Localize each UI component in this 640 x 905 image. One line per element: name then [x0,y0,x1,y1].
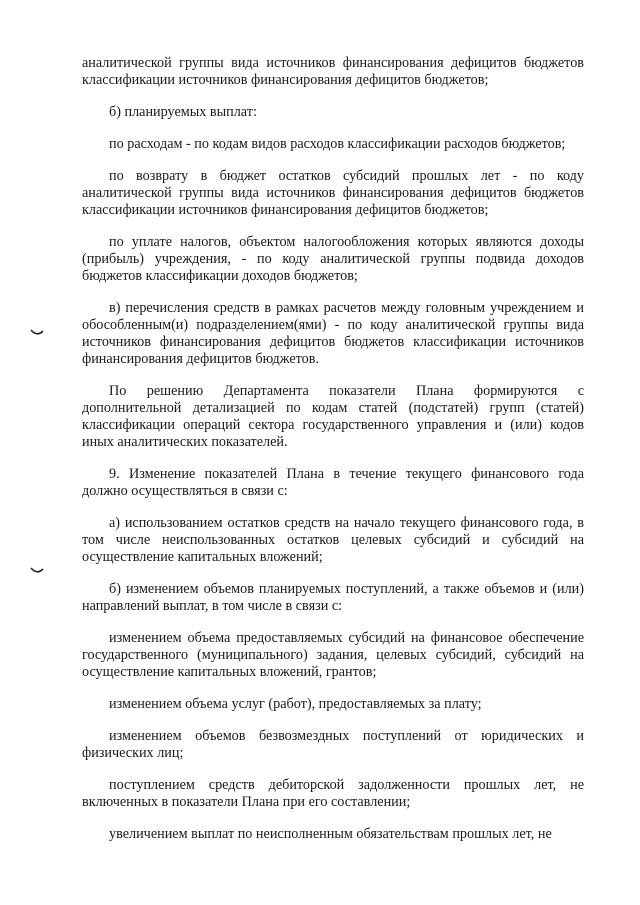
paragraph-subsidy-return: по возврату в бюджет остатков субсидий прошлых лет - по коду аналитической группы вида источников финансирования дефицитов бюджетов классификации источников финансирования дефицитов бюджетов; [82,168,584,218]
paragraph-donations-change: изменением объемов безвозмездных поступлений от юридических и физических лиц; [82,728,584,761]
paragraph-item-b: б) изменением объемов планируемых поступлений, а также объемов и (или) направлений выплат, в том числе в связи с: [82,581,584,614]
paragraph-planned-payments: б) планируемых выплат: [109,104,257,120]
paragraph-subsidy-change: изменением объема предоставляемых субсидий на финансовое обеспечение государственного (муниципального) задания, целевых субсидий, субсидий на осуществление капитальных вложений, грантов; [82,630,584,680]
paragraph-item-a: а) использованием остатков средств на начало текущего финансового года, в том числе неиспользованных остатков целевых субсидий и субсидий на осуществление капитальных вложений; [82,515,584,565]
document-body [82,55,584,843]
paragraph-obligations: увеличением выплат по неисполненным обязательствам прошлых лет, не [109,826,552,842]
paragraph-continuation: аналитической группы вида источников финансирования дефицитов бюджетов классификации источников финансирования дефицитов бюджетов; [82,55,584,88]
paragraph-transfers: в) перечисления средств в рамках расчетов между головным учреждением и обособленным(и) подразделением(ями) - по коду аналитической группы вида источников финансирования дефицитов бюджетов классификации источников финансирования дефицитов бюджетов. [82,300,584,367]
punch-hole-mark-lower [30,567,44,575]
punch-hole-mark-upper [30,329,44,337]
paragraph-section-9: 9. Изменение показателей Плана в течение текущего финансового года должно осуществляться в связи с: [82,466,584,499]
paragraph-receivables: поступлением средств дебиторской задолженности прошлых лет, не включенных в показатели Плана при его составлении; [82,777,584,810]
paragraph-department-decision: По решению Департамента показатели Плана формируются с дополнительной детализацией по кодам статей (подстатей) групп (статей) классификации операций сектора государственного управления и (или) кодов иных аналитических показателей. [82,383,584,450]
paragraph-services-change: изменением объема услуг (работ), предоставляемых за плату; [109,696,482,712]
paragraph-taxes: по уплате налогов, объектом налогообложения которых являются доходы (прибыль) учреждения, - по коду аналитической группы подвида доходов бюджетов классификации доходов бюджетов; [82,234,584,284]
paragraph-expenses: по расходам - по кодам видов расходов классификации расходов бюджетов; [109,136,566,152]
